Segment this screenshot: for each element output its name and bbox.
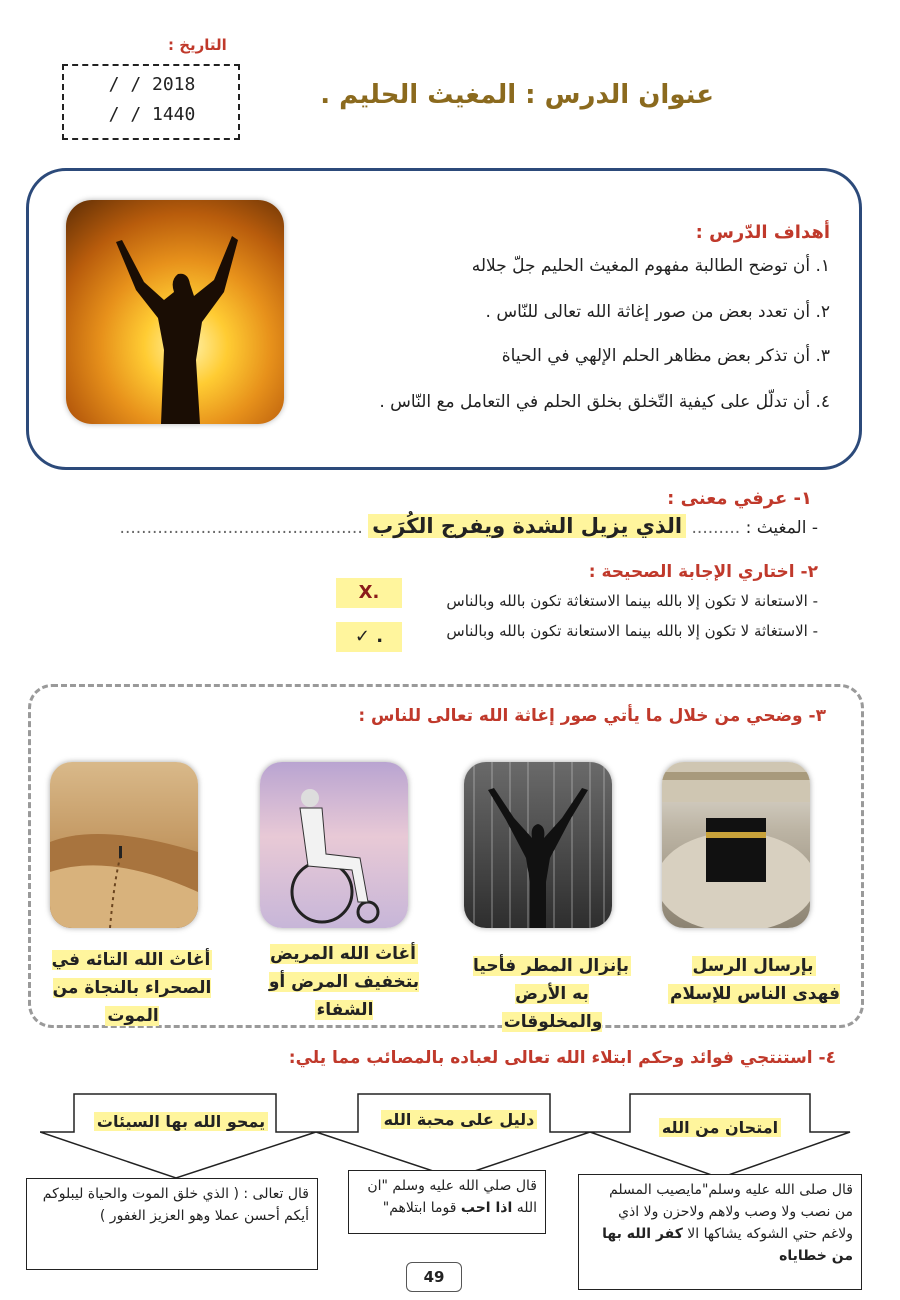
kaaba-image xyxy=(662,762,810,928)
section1-heading: ١- عرفي معنى : xyxy=(667,488,812,509)
dotted-fill: ......... xyxy=(691,518,741,538)
section3-heading: ٣- وضحي من خلال ما يأتي صور إغاثة الله تعالى للناس : xyxy=(358,706,826,726)
rain-image xyxy=(464,762,612,928)
objectives-heading: أهداف الدّرس : xyxy=(695,222,830,243)
hadith-love-tail: قوما ابتلاهم" xyxy=(382,1200,457,1216)
date-hijri: / / 1440 xyxy=(108,104,196,125)
sunset-praying-image xyxy=(66,200,284,424)
caption-sick xyxy=(258,940,430,1024)
answer-mark-correct[interactable]: ✓ . xyxy=(336,622,402,652)
caption-sick-text[interactable]: أغاث الله المريض بتخفيف المرض أو الشفاء xyxy=(268,944,420,1020)
answer-mark-wrong[interactable]: X. xyxy=(336,578,402,608)
caption-rain-text[interactable]: بإنزال المطر فأحيا به الأرض والمخلوقات xyxy=(473,956,629,1032)
hadith-love-text: قال صلي الله عليه وسلم "ان الله xyxy=(367,1178,537,1216)
lesson-title: عنوان الدرس : المغيث الحليم . xyxy=(320,80,714,110)
hadith-love-bold: اذا احب xyxy=(460,1200,513,1216)
page-number: 49 xyxy=(406,1262,462,1292)
caption-messengers xyxy=(668,952,840,1008)
hadith-box xyxy=(578,1174,862,1290)
arrow-label xyxy=(630,1118,810,1137)
arrow-label-test[interactable]: امتحان من الله xyxy=(659,1118,781,1137)
section2-heading: ٢- اختاري الإجابة الصحيحة : xyxy=(588,562,818,582)
objective-item: ٣. أن تذكر بعض مظاهر الحلم الإلهي في الحياة xyxy=(501,346,830,366)
caption-desert xyxy=(46,946,218,1030)
objective-item: ٢. أن تعدد بعض من صور إغاثة الله تعالى للنّاس . xyxy=(485,302,830,322)
objective-item: ١. أن توضح الطالبة مفهوم المغيث الحليم جلّ جلاله xyxy=(471,256,830,276)
definition-answer[interactable]: الذي يزيل الشدة ويفرج الكُرَب xyxy=(368,514,686,538)
dotted-fill: ............................................. xyxy=(119,518,363,538)
arrow-label xyxy=(364,1110,554,1129)
date-label: التاريخ : xyxy=(168,36,227,54)
definition-line xyxy=(120,514,818,538)
caption-desert-text[interactable]: أغاث الله التائه في الصحراء بالنجاة من الموت xyxy=(51,950,212,1026)
verse-box xyxy=(26,1178,318,1270)
choice-option: - الاستغاثة لا تكون إلا بالله بينما الاستعانة تكون بالله وبالناس xyxy=(446,622,818,640)
date-box xyxy=(62,64,240,140)
arrow-label-sins[interactable]: يمحو الله بها السيئات xyxy=(94,1112,268,1131)
verse-text: قال تعالى : ( الذي خلق الموت والحياة ليبلوكم أيكم أحسن عملا وهو العزيز الغفور ) xyxy=(42,1186,309,1224)
hadith-text: قال صلى الله عليه وسلم"مايصيب المسلم من نصب ولا وصب ولاهم ولاحزن ولا اذي ولاغم حتي الشوكه يشاكها الا xyxy=(609,1182,853,1242)
section4-heading: ٤- استنتجي فوائد وحكم ابتلاء الله تعالى لعباده بالمصائب مما يلي: xyxy=(288,1048,836,1068)
arrow-label xyxy=(86,1112,276,1131)
arrow-label-love[interactable]: دليل على محبة الله xyxy=(381,1110,538,1129)
wheelchair-image xyxy=(260,762,408,928)
hadith-love-box xyxy=(348,1170,546,1234)
desert-image xyxy=(50,762,198,928)
date-gregorian: / / 2018 xyxy=(108,74,196,95)
hadith-text-bold: كفر الله بها من خطاياه xyxy=(602,1226,853,1264)
definition-term: - المغيث : xyxy=(745,518,818,538)
objective-item: ٤. أن تدلّل على كيفية التّخلق بخلق الحلم في التعامل مع النّاس . xyxy=(379,392,830,412)
caption-messengers-text[interactable]: بإرسال الرسل فهدى الناس للإسلام xyxy=(670,956,840,1004)
caption-rain xyxy=(466,952,638,1036)
arrow-shapes xyxy=(40,1092,860,1182)
choice-option: - الاستعانة لا تكون إلا بالله بينما الاستغاثة تكون بالله وبالناس xyxy=(446,592,818,610)
